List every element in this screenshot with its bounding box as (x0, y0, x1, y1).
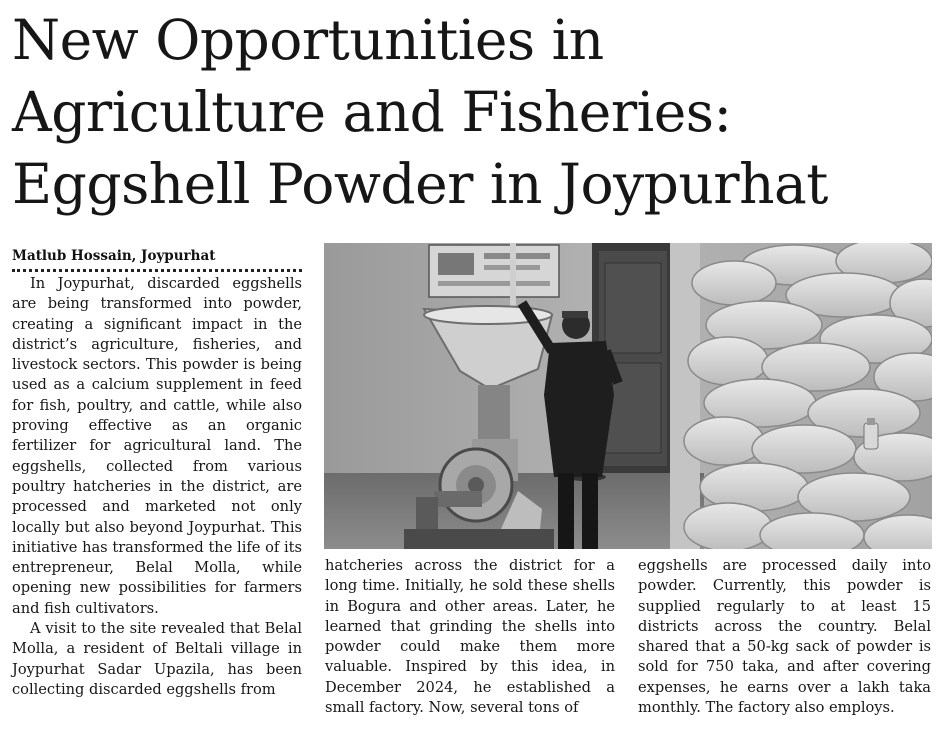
article-paragraph-2: A visit to the site revealed that Belal Molla, a resident of Beltali village in Joypurhat Sadar Upazila, has been collecting discarded eggshells from (12, 620, 302, 698)
article-photo (324, 243, 932, 549)
headline-line-3: Eggshell Powder in Joypurhat (12, 152, 828, 216)
article-paragraph-1: In Joypurhat, discarded eggshells are being transformed into powder, creating a significant impact in the district’s agriculture, fisheries, and livestock sectors. This powder is being used as a calcium supplement in feed for fish, poultry, and cattle, while also proving effective as an organic fertilizer for agricultural land. The eggshells, collected from various poultry hatcheries in the district, are processed and marketed not only locally but also beyond Joypurhat. This initiative has transformed the life of its entrepreneur, Belal Molla, while opening new possibilities for farmers and fish cultivators. (12, 275, 302, 617)
byline: Matlub Hossain, Joypurhat (12, 246, 302, 272)
article-column-2 (325, 556, 615, 718)
eggshell-factory-photo (324, 243, 932, 549)
article-column-3-text: eggshells are processed daily into powder. Currently, this powder is supplied regularly to at least 15 districts across the country. Belal shared that a 50-kg sack of powder is sold for 750 taka, and after covering expenses, he earns over a lakh taka monthly. The factory also employs. (638, 557, 931, 717)
headline (12, 4, 932, 220)
article-column-1 (12, 274, 302, 700)
headline-line-1: New Opportunities in (12, 8, 604, 72)
headline-line-2: Agriculture and Fisheries: (12, 80, 732, 144)
article-column-2-text: hatcheries across the district for a long time. Initially, he sold these shells in Bogura and other areas. Later, he learned that grinding the shells into powder could make them more valuable. Inspired by this idea, in December 2024, he established a small factory. Now, several tons of (325, 557, 615, 717)
article-column-3 (638, 556, 931, 718)
